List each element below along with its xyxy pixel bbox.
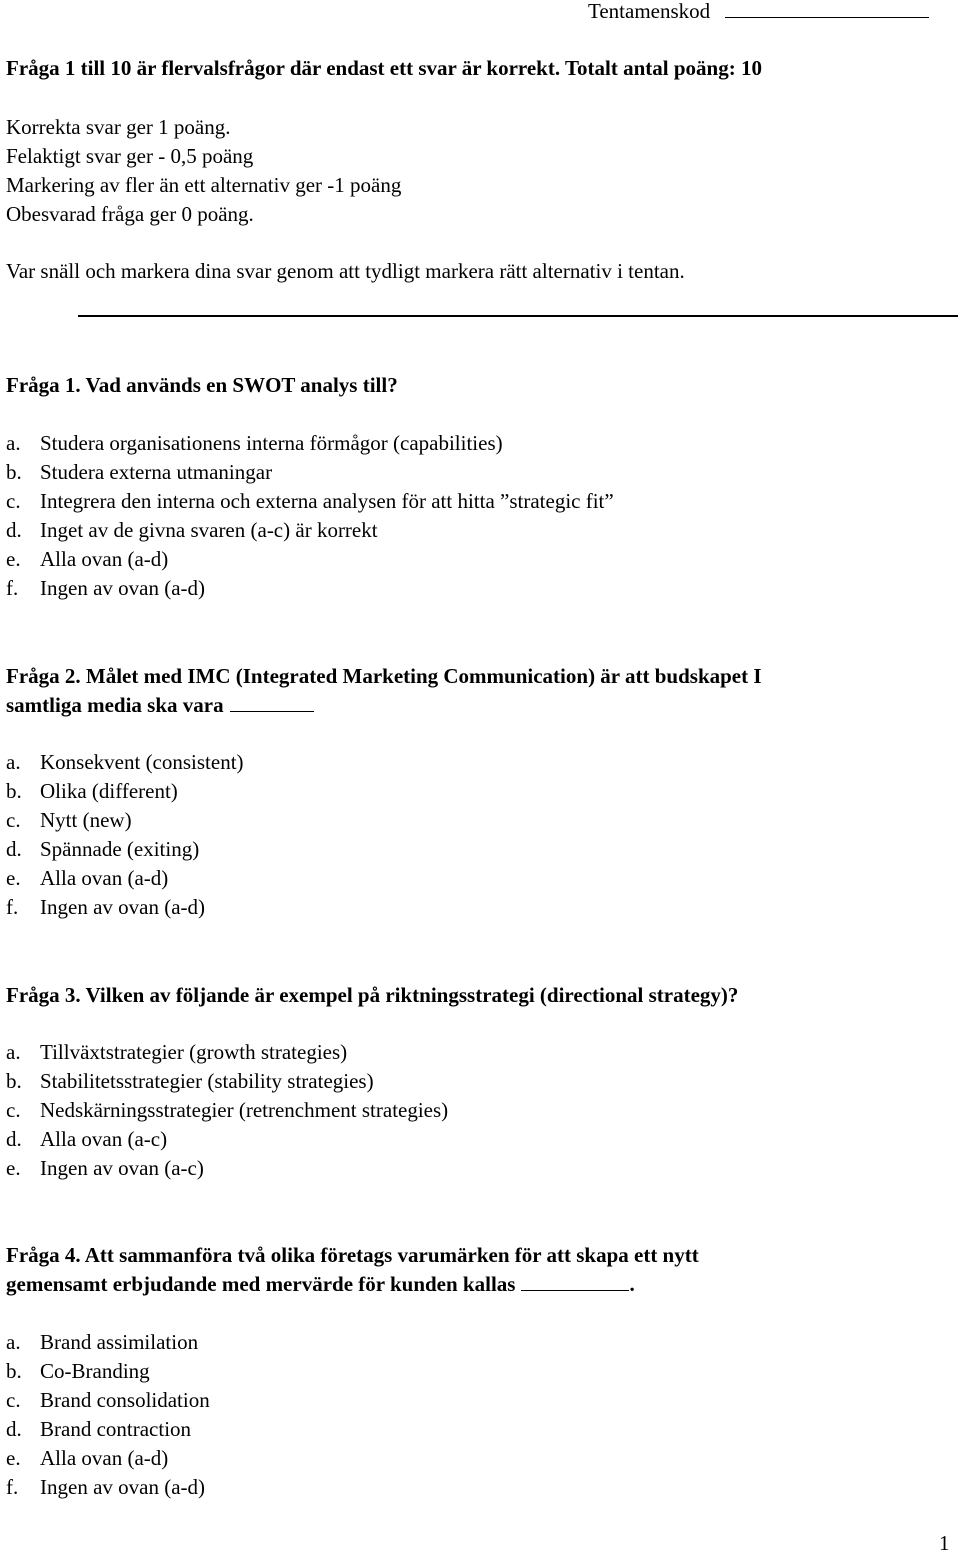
option-letter: b.	[6, 1069, 22, 1093]
answer-option[interactable]	[6, 1154, 204, 1183]
scoring-rule: Markering av fler än ett alternativ ger -1 poäng	[6, 173, 402, 197]
answer-option[interactable]	[6, 1067, 374, 1096]
option-letter: f.	[6, 576, 19, 600]
question-4-title: Fråga 4. Att sammanföra två olika företags varumärken för att skapa ett nytt	[6, 1243, 699, 1267]
option-letter: b.	[6, 460, 22, 484]
question-4-title-cont	[6, 1270, 635, 1299]
answer-option[interactable]	[6, 1386, 210, 1415]
answer-option[interactable]	[6, 429, 503, 458]
intro-title: Fråga 1 till 10 är flervalsfrågor där endast ett svar är korrekt. Totalt antal poäng: 10	[6, 56, 762, 80]
option-letter: d.	[6, 837, 22, 861]
option-text: Ingen av ovan (a-c)	[40, 1156, 204, 1180]
instruction-text: Var snäll och markera dina svar genom att tydligt markera rätt alternativ i tentan.	[6, 259, 685, 283]
answer-option[interactable]	[6, 1096, 448, 1125]
option-letter: a.	[6, 1040, 21, 1064]
option-text: Ingen av ovan (a-d)	[40, 576, 206, 600]
answer-option[interactable]	[6, 864, 168, 893]
answer-option[interactable]	[6, 777, 178, 806]
exam-code-field	[588, 0, 929, 26]
option-letter: d.	[6, 518, 22, 542]
answer-option[interactable]	[6, 458, 272, 487]
option-letter: c.	[6, 1388, 21, 1412]
answer-option[interactable]	[6, 1328, 198, 1357]
answer-option[interactable]	[6, 1444, 168, 1473]
option-letter: b.	[6, 779, 22, 803]
answer-option[interactable]	[6, 1038, 347, 1067]
question-2-title: Fråga 2. Målet med IMC (Integrated Marketing Communication) är att budskapet I	[6, 664, 762, 688]
answer-option[interactable]	[6, 1125, 167, 1154]
answer-option[interactable]	[6, 516, 378, 545]
option-text: Integrera den interna och externa analysen för att hitta ”strategic fit”	[40, 489, 614, 513]
option-letter: d.	[6, 1127, 22, 1151]
option-letter: e.	[6, 866, 21, 890]
option-text: Brand consolidation	[40, 1388, 210, 1412]
option-letter: b.	[6, 1359, 22, 1383]
option-text: Olika (different)	[40, 779, 178, 803]
option-text: Ingen av ovan (a-d)	[40, 895, 206, 919]
option-text: Konsekvent (consistent)	[40, 750, 244, 774]
answer-option[interactable]	[6, 806, 132, 835]
option-letter: e.	[6, 1446, 21, 1470]
option-text: Studera organisationens interna förmågor (capabilities)	[40, 431, 503, 455]
question-2-title-line2: samtliga media ska vara	[6, 693, 224, 717]
answer-blank	[230, 691, 314, 712]
option-text: Stabilitetsstrategier (stability strategies)	[40, 1069, 374, 1093]
section-divider	[78, 315, 958, 317]
question-1-title: Fråga 1. Vad används en SWOT analys till?	[6, 373, 398, 397]
option-text: Brand assimilation	[40, 1330, 199, 1354]
page-number: 1	[939, 1531, 950, 1555]
scoring-rule: Felaktigt svar ger - 0,5 poäng	[6, 144, 254, 168]
option-text: Nytt (new)	[40, 808, 132, 832]
answer-option[interactable]	[6, 1415, 191, 1444]
option-letter: c.	[6, 808, 21, 832]
scoring-rule: Obesvarad fråga ger 0 poäng.	[6, 202, 254, 226]
option-text: Alla ovan (a-d)	[40, 1446, 169, 1470]
option-text: Alla ovan (a-d)	[40, 547, 169, 571]
answer-option[interactable]	[6, 835, 199, 864]
option-text: Co-Branding	[40, 1359, 150, 1383]
option-text: Ingen av ovan (a-d)	[40, 1475, 206, 1499]
answer-option[interactable]	[6, 1473, 205, 1502]
option-text: Spännade (exiting)	[40, 837, 200, 861]
option-letter: f.	[6, 1475, 19, 1499]
option-letter: c.	[6, 1098, 21, 1122]
question-3-title: Fråga 3. Vilken av följande är exempel på riktningsstrategi (directional strategy)?	[6, 983, 739, 1007]
question-4-period: .	[629, 1272, 635, 1296]
answer-option[interactable]	[6, 487, 614, 516]
answer-option[interactable]	[6, 1357, 150, 1386]
answer-option[interactable]	[6, 574, 205, 603]
option-letter: a.	[6, 1330, 21, 1354]
answer-option[interactable]	[6, 545, 168, 574]
option-letter: f.	[6, 895, 19, 919]
option-text: Tillväxtstrategier (growth strategies)	[40, 1040, 348, 1064]
option-letter: a.	[6, 431, 21, 455]
option-letter: c.	[6, 489, 21, 513]
question-2-title-cont	[6, 691, 314, 720]
option-text: Alla ovan (a-d)	[40, 866, 169, 890]
question-4-title-line2: gemensamt erbjudande med mervärde för kunden kallas	[6, 1272, 516, 1296]
option-letter: e.	[6, 547, 21, 571]
scoring-rule: Korrekta svar ger 1 poäng.	[6, 115, 231, 139]
option-letter: e.	[6, 1156, 21, 1180]
answer-option[interactable]	[6, 748, 244, 777]
option-letter: a.	[6, 750, 21, 774]
option-text: Studera externa utmaningar	[40, 460, 273, 484]
option-text: Alla ovan (a-c)	[40, 1127, 168, 1151]
option-letter: d.	[6, 1417, 22, 1441]
exam-code-blank	[725, 0, 929, 18]
answer-blank	[521, 1270, 629, 1291]
exam-code-label: Tentamenskod	[588, 0, 711, 23]
option-text: Nedskärningsstrategier (retrenchment strategies)	[40, 1098, 449, 1122]
option-text: Brand contraction	[40, 1417, 192, 1441]
option-text: Inget av de givna svaren (a-c) är korrekt	[40, 518, 378, 542]
answer-option[interactable]	[6, 893, 205, 922]
